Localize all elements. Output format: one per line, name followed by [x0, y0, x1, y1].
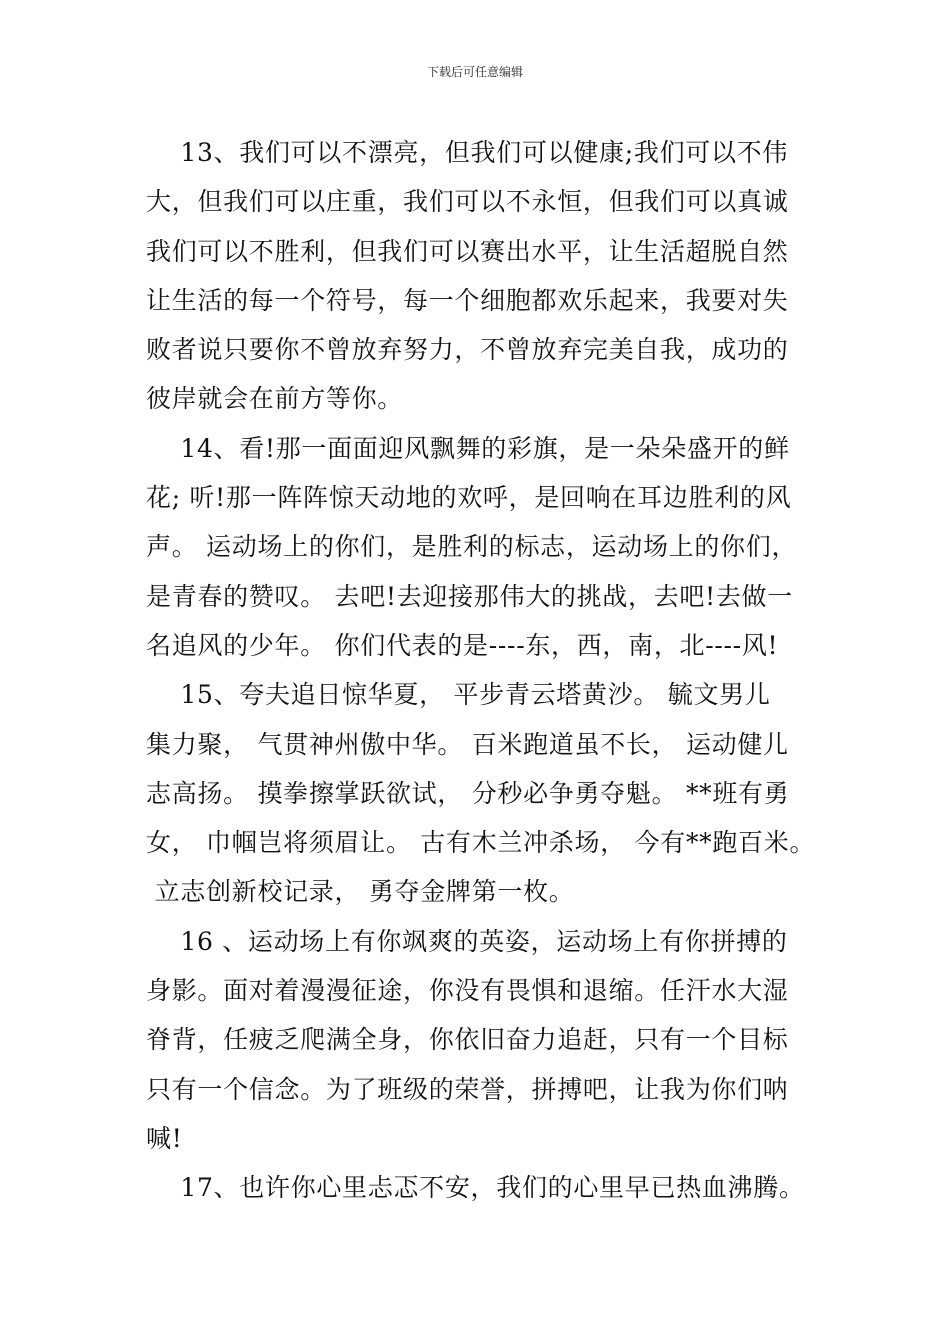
text-line: 让生活的每一个符号，每一个细胞都欢乐起来，我要对失	[146, 285, 789, 315]
text-line: 17、也许你心里忐忑不安，我们的心里早已热血沸腾。	[146, 1173, 805, 1203]
text-line: 女， 巾帼岂将须眉让。 古有木兰冲杀场， 今有**跑百米。	[146, 828, 816, 858]
page-header: 下载后可任意编辑	[426, 65, 523, 79]
text-line: 花; 听!那一阵阵惊天动地的欢呼，是回响在耳边胜利的风	[146, 483, 792, 513]
text-line: 立志创新校记录， 勇夺金牌第一枚。	[146, 877, 575, 907]
text-line: 14、看!那一面面迎风飘舞的彩旗，是一朵朵盛开的鲜	[146, 433, 790, 463]
text-line: 声。 运动场上的你们，是胜利的标志，运动场上的你们，	[146, 532, 798, 562]
text-line: 是青春的赞叹。 去吧!去迎接那伟大的挑战，去吧!去做一	[146, 581, 793, 611]
text-line: 喊!	[146, 1123, 183, 1153]
text-line: 只有一个信念。为了班级的荣誉，拼搏吧，让我为你们呐	[146, 1074, 789, 1104]
text-line: 16 、运动场上有你飒爽的英姿，运动场上有你拼搏的	[146, 926, 788, 956]
text-line: 身影。面对着漫漫征途，你没有畏惧和退缩。任汗水大湿	[146, 976, 789, 1006]
text-line: 志高扬。 摸拳擦掌跃欲试， 分秒必争勇夺魁。 **班有勇	[146, 778, 790, 808]
text-line: 大，但我们可以庄重，我们可以不永恒，但我们可以真诚	[146, 187, 789, 217]
text-line: 彼岸就会在前方等你。	[146, 384, 404, 414]
text-line: 败者说只要你不曾放弃努力，不曾放弃完美自我，成功的	[146, 335, 789, 365]
text-line: 15、夸夫追日惊华夏， 平步青云塔黄沙。 毓文男儿	[146, 680, 771, 710]
text-line: 13、我们可以不漂亮，但我们可以健康;我们可以不伟	[146, 138, 789, 167]
text-line: 我们可以不胜利，但我们可以赛出水平，让生活超脱自然	[146, 236, 789, 266]
text-line: 名追风的少年。 你们代表的是----东，西，南，北----风!	[146, 630, 779, 660]
text-line: 脊背，任疲乏爬满全身，你依旧奋力追赶，只有一个目标	[146, 1025, 789, 1055]
body-text	[146, 128, 816, 1213]
text-line: 集力聚， 气贯神州傲中华。 百米跑道虽不长， 运动健儿	[146, 729, 789, 759]
